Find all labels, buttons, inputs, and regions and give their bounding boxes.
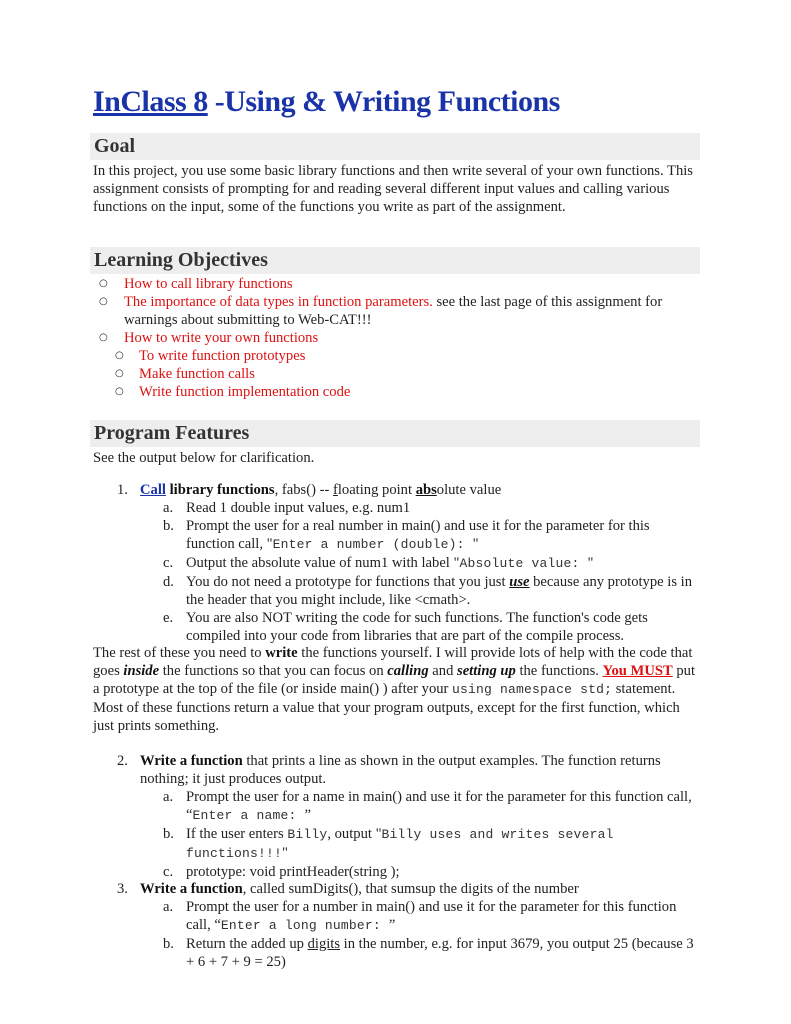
bullet-icon: ○ bbox=[99, 332, 108, 343]
title-link: InClass 8 bbox=[93, 85, 208, 118]
sub-item: c. prototype: void printHeader(string ); bbox=[163, 864, 400, 880]
sub-item: a. Prompt the user for a number in main() and use it for the parameter for this function call, “Enter a long number: ” bbox=[163, 899, 677, 933]
sub-item: a. Prompt the user for a name in main() and use it for the parameter for this function call, “Enter a name: ” bbox=[163, 789, 692, 823]
sub-item: a. Read 1 double input values, e.g. num1 bbox=[163, 500, 411, 516]
page-title bbox=[93, 82, 560, 122]
sub-item: e. You are also NOT writing the code for such functions. The function's code gets compiled into your code from libraries that are part of the compile process. bbox=[163, 610, 648, 644]
feature-item-2: 2. Write a function that prints a line as shown in the output examples. The function returns nothing; it just produces output. a. Prompt the user for a name in main() and use it for the parameter for this function call, “Enter a name: ” b. If the user enters Billy, output "Billy uses and writes several functions!!!" c. prototype: void printHeader(string ); bbox=[93, 752, 699, 881]
bullet-icon: ○ bbox=[115, 386, 124, 397]
objective-subitem: ○ Make function calls bbox=[115, 366, 255, 382]
feature-item-1: 1. Call library functions, fabs() -- floating point absolute value a. Read 1 double input values, e.g. num1 b. Prompt the user for a real number in main() and use it for the parameter for this function call, "Enter a number (double): " c. Output the absolute value of num1 with label "Absolute value: " d. You do not need a prototype for functions that you just use because any prototype is in the header that you might include, like <cmath>. e. You are also NOT writing the code for such functions. The function's code gets compiled into your code from libraries that are part of the compile process. bbox=[93, 481, 699, 645]
features-heading: Program Features bbox=[90, 420, 700, 447]
call-link: Call bbox=[140, 482, 166, 498]
feature-item-3: 3. Write a function, called sumDigits(), that sumsup the digits of the number a. Prompt the user for a number in main() and use it for the parameter for this function call, “Enter a long number: ” b. Return the added up digits in the number, e.g. for input 3679, you output 25 (because 3 + 6 + 7 + 9 = 25) bbox=[93, 880, 699, 971]
title-rest: -Using & Writing Functions bbox=[207, 85, 560, 118]
objective-subitem: ○ Write function implementation code bbox=[115, 384, 351, 400]
sub-item: b. If the user enters Billy, output "Billy uses and writes several functions!!!" bbox=[163, 826, 614, 861]
goal-text: In this project, you use some basic library functions and then write several of your own functions. This assignment consists of prompting for and reading several different input values and calling various functions on the input, some of the functions you write as part of the assignment. bbox=[93, 163, 693, 215]
sub-item: c. Output the absolute value of num1 with label "Absolute value: " bbox=[163, 555, 594, 571]
objectives-heading: Learning Objectives bbox=[90, 247, 700, 274]
objective-item: ○ How to call library functions bbox=[99, 276, 293, 292]
bullet-icon: ○ bbox=[115, 368, 124, 379]
bullet-icon: ○ bbox=[99, 296, 108, 307]
sub-item: d. You do not need a prototype for functions that you just use because any prototype is in the header that you might include, like <cmath>. bbox=[163, 574, 692, 608]
sub-item: b. Return the added up digits in the number, e.g. for input 3679, you output 25 (because 3 + 6 + 7 + 9 = 25) bbox=[163, 936, 694, 970]
objective-subitem: ○ To write function prototypes bbox=[115, 348, 306, 364]
objective-item: ○ How to write your own functions bbox=[99, 330, 319, 346]
sub-item: b. Prompt the user for a real number in main() and use it for the parameter for this function call, "Enter a number (double): " bbox=[163, 518, 650, 552]
objectives-list bbox=[93, 275, 699, 401]
objective-item: ○ The importance of data types in function parameters. see the last page of this assignment for warnings about submitting to Web-CAT!!! bbox=[99, 294, 663, 328]
bullet-icon: ○ bbox=[115, 350, 124, 361]
goal-heading: Goal bbox=[90, 133, 700, 160]
bullet-icon: ○ bbox=[99, 278, 108, 289]
must-warning: You MUST bbox=[602, 663, 673, 679]
features-intro: See the output below for clarification. bbox=[93, 450, 315, 466]
rest-paragraph: The rest of these you need to write the functions yourself. I will provide lots of help with the code that goes inside the functions so that you can focus on calling and setting up the functions. You MUST put a prototype at the top of the file (or inside main() ) after your using namespace std; statement. Most of these functions return a value that your program outputs, except for the first function, which just prints something. bbox=[93, 645, 696, 734]
